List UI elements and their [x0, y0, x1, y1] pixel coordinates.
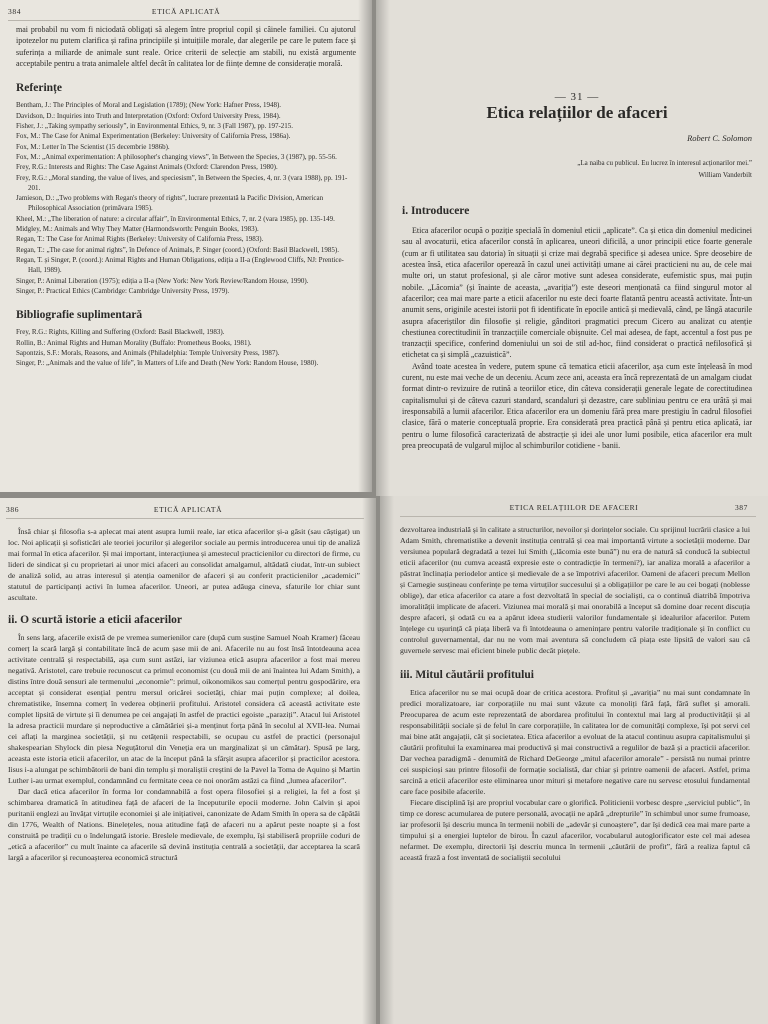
body-paragraph: Fiecare disciplină își are propriul vocabular care o glorifică. Politicienii vorbesc despre „serviciul public”, în timp ce doresc acumularea de putere personală, avocații ne apără „drepturile” în schimbul unor sume frumoase, iar profesorii își descriu munca în termenii nobili de „adevăr și cunoaștere”, dar își dedică cea mai mare parte a timpului și a energiei luptelor de birou. În cazul afacerilor, vocabularul autoglorificator este cel mai adesea nefarmet. De exemplu, directorii își descriu munca în termenii „căutării de profit”, fără a realiza faptul că această frază a fost inventată de socialiștii secolului	[400, 798, 750, 862]
section-heading: i. Introducere	[402, 204, 470, 217]
reference-item: Davidson, D.: Inquiries into Truth and Interpretation (Oxford: Oxford University Press, 1984).	[16, 111, 281, 120]
page-body	[16, 24, 356, 369]
body-paragraph: Etica afacerilor nu se mai ocupă doar de critica acestora. Profitul și „avariția” nu mai sunt condamnate în predici moralizatoare, iar corporațiile nu mai sunt văzute ca monoliți fără față, fără suflet și amorali. Preocuparea de acum este reprezentată de abordarea profitului în contextul mai larg al productivității și al responsabilității sociale și de felul în care corporațiile, în calitatea lor de comunități complexe, își pot servi cel mai bine atât angajații, cât și societatea. Etica afacerilor a evoluat de la atacul continuu asupra capitalismului și căutării profitului la examinarea mai productivă și mai constructivă a regulilor de bază și a practicii afacerilor. Dar vechea paradigmă - denumită de Richard DeGeorge „mitul afacerilor amorale” - persistă nu numai printre cei suspicioși sau printre filosofii de formație socialistă, dar chiar și printre oamenii de afaceri. Astfel, prima sarcină a eticii afacerilor este eliminarea unor mituri și metafore negative care nu servesc etosului fundamental care face posibile afacerile.	[400, 688, 750, 796]
page-gutter-shadow	[358, 0, 372, 492]
page-number: 386	[6, 505, 20, 514]
page-384	[0, 0, 372, 492]
body-paragraph: Dar dacă etica afacerilor în forma lor condamnabilă a fost opera filosofiei și a religiei, la fel a fost și schimbarea dramatică în atitudinea față de afaceri de la începuturile epocii moderne. John Calvin și apoi puritanii englezi au învățat virtuțile economiei și ale inițiativei, canonizate de Adam Smith în opera sa de căpătâi din 1776, Wealth of Nations. Binelețeles, noua atitudine față de afaceri nu a apărut peste noapte și a fost construită pe tradiții cu o îndelungată istorie. Breslele medievale, de exemplu, își stabiliseră propriile coduri de „etică a afacerilor” cu mult înainte ca afacerile să devină instituția centrală a societății, dar acceptarea la scară largă a afacerilor și recunoașterea economică structură	[8, 787, 360, 862]
reference-item: Midgley, M.: Animals and Why They Matter (Harmondsworth: Penguin Books, 1983).	[16, 225, 259, 234]
bibliography-heading: Bibliografie suplimentară	[16, 309, 143, 322]
body-paragraph: Însă chiar și filosofia s-a aplecat mai atent asupra lumii reale, iar etica afacerilor și-a găsit (sau câștigat) un loc. Noi aplicații și sofisticări ale teoriei jocurilor și alegerilor sociale au permis introducerea unui tip de analiză mai formal în etica afacerilor. Și mai important, interacțiunea și amestecul practicienilor cu directori de firme, cu lideri de sindicat și cu proprietari ai unor mici afaceri au consolidat amalgamul, altădată ciudat, într-un subiect de analiză solid, au atras interesul și atenția oamenilor de afaceri și au conferit practicienilor „academici” statutul de participanți activi în lumea afacerilor. Uneori, ar putea adăuga cineva, sfaturile lor chiar sunt ascultate.	[8, 527, 360, 602]
page-body	[8, 526, 360, 863]
body-paragraph: În sens larg, afacerile există de pe vremea sumerienilor care (după cum susține Samuel Noah Kramer) făceau comerț la scară largă și contabilitate încă de acum șase mii de ani. Afacerile nu au fost însă întotdeauna acea activitate centrală și respectabilă, așa cum sunt astăzi, iar viziunea etică asupra afacerilor a fost mai mereu negativă. Aristotel, care trebuie recunoscut ca primul economist (cu două mii de ani înaintea lui Adam Smith), a distins între două sensuri ale termenului „economie”: primul, oikonomikos sau comerțul pentru gospodărire, era acceptat și considerat esențial pentru mersul oricărei societăți, chiar mai puțin complexe; al doilea, chrematistike, însemna comerț în vederea obținerii profitului. Aristotel considera că această activitate este complet lipsită de virtute și îi denumea pe cei angajați în astfel de practici egoiste „paraziți”. Atacul lui Aristotel la adresa practicii murdare și neproductive a cămătăriei și-a menținut forța până în secolul al XVII-lea. Numai cei aflați la marginea societății, și nu cetățenii respectabili, se ocupau cu astfel de practici (personajul shakespearian Shylock din piesa Neguțătorul din Veneția era un marginalizat și un cămătar). Spusă pe larg, aceasta este istoria eticii afacerilor, un atac de la început până la sfârșit asupra afacerilor și practicilor acestora. Iisus i-a alungat pe schimbătorii de bani din templu și moraliștii creștini de la Pavel la Toma de Aquino și Martin Luther i-au urmat exemplul, condamnând cu fermitate ceea ce noi onorăm astăzi ca fiind „lumea afacerilor”.	[8, 633, 360, 785]
running-head-title: ETICĂ APLICATĂ	[151, 7, 221, 16]
reference-item: Frey, R.G.: „Moral standing, the value of lives, and speciesism”, în Between the Species, 4, nr. 3 (vara 1988), pp. 191-201.	[16, 173, 348, 192]
page-gutter-shadow	[376, 0, 390, 496]
bibliography-item: Sapontzis, S.F.: Morals, Reasons, and Animals (Philadelphia: Temple University Press, 1987).	[16, 349, 280, 358]
section-heading: iii. Mitul căutării profitului	[400, 669, 534, 681]
header-rule	[400, 516, 756, 517]
chapter-number: — 31 —	[554, 91, 600, 103]
page-number: 384	[8, 7, 22, 16]
page-gutter-shadow	[380, 496, 394, 1024]
running-head-title: ETICA RELAȚIILOR DE AFACERI	[509, 503, 639, 512]
running-head-title: ETICĂ APLICATĂ	[153, 505, 223, 514]
reference-item: Fox, M.: Letter în The Scientist (15 decembrie 1986b).	[16, 142, 170, 151]
running-head	[380, 503, 768, 515]
epigraph	[402, 158, 752, 180]
reference-item: Fox, M.: The Case for Animal Experimentation (Berkeley: University of California Press, 1986a).	[16, 132, 291, 141]
page-385	[376, 0, 768, 496]
bibliography-item: Rollin, B.: Animal Rights and Human Morality (Buffalo: Prometheus Books, 1981).	[16, 338, 252, 347]
running-head	[0, 505, 376, 517]
references-heading: Referințe	[16, 82, 62, 95]
references-list	[16, 100, 356, 296]
reference-item: Regan, T. și Singer, P. (coord.): Animal Rights and Human Obligations, ediția a II-a (Englewood Cliffs, NJ: Prentice-Hall, 1989).	[16, 255, 344, 275]
reference-item: Fisher, J.: „Taking sympathy seriously”, in Environmental Ethics, 9, nr. 3 (Fall 1987), pp. 197-215.	[16, 122, 294, 131]
reference-item: Frey, R.G.: Interests and Rights: The Case Against Animals (Oxford: Clarendon Press, 1980).	[16, 163, 278, 172]
reference-item: Singer, P.: Practical Ethics (Cambridge: Cambridge University Press, 1979).	[16, 286, 230, 295]
bibliography-list	[16, 327, 356, 368]
reference-item: Jamieson, D.: „Two problems with Regan's theory of rights”, lucrare prezentată la Pacific Division, American Philosophical Association (primăvara 1985).	[16, 194, 324, 213]
reference-item: Regan, T.: „The case for animal rights”, în Defence of Animals, P. Singer (coord.) (Oxford: Basil Blackwell, 1985).	[16, 245, 340, 254]
body-paragraph: Etica afacerilor ocupă o poziție specială în domeniul eticii „aplicate”. Ca și etica din domeniul medicinei sau al avocaturii, etica afacerilor constă în aplicarea, uneori dificilă, a unor principii etice foarte generale (cum ar fi utilitatea sau datoria) în situații și crize mai degrabă specifice și adesea unice. Spre deosebire de acestea însă, etica afacerilor operează în cazul unei activități umane ai cărei practicieni nu au, de cele mai multe ori, un statut profesional, și ale căror motive sunt adesea considerate, eufemistic spus, mai puțin nobile. „Lăcomia” (și înainte de aceasta, „avariția”) este deseori menționată ca fiind singurul motor al afacerilor; cea mai mare parte a eticii afacerilor nu este deci foarte flatantă pentru această activitate. Într-un anumit sens, originile acestei istorii pot fi identificate în epocile antică și medievală, când, pe lângă atacurile asupra afaceriștilor din filosofie și religie, gânditori pragmatici precum Cicero au analizat cu atenție chestiunea corectitudinii în tranzacțiile comerciale obișnuite. Cel mai adesea, de fapt, accentul a fost pus pe tranzacții specifice, conferind domeniului un soi de stil ad-hoc, fiind considerat o practică nefilosofică și etichetat ca și simplă „cazuistică”.	[402, 226, 752, 360]
epigraph-source: William Vanderbilt	[698, 170, 752, 179]
page-body	[402, 92, 752, 451]
chapter-title: Etica relațiilor de afaceri	[486, 103, 668, 123]
intro-paragraph: mai probabil nu vom fi niciodată obligați să alegem între propriul copil și câinele familiei. Cu ajutorul ipotezelor nu putem clarifica și rafina principiile și intuițiile morale, dar alegerile pe care le putem face și suferința a miliarde de animale sunt reale. Orice criterii de selecție am stabili, nu există argumente acceptabile pentru a trata animalele altfel decât în calitatea lor de ființe demne de considerație morală.	[16, 25, 356, 68]
running-head	[0, 7, 372, 19]
section-heading: ii. O scurtă istorie a eticii afacerilor	[8, 614, 183, 626]
page-386	[0, 498, 376, 1024]
reference-item: Singer, P.: Animal Liberation (1975); ediția a II-a (New York: New York Review/Random House, 1990).	[16, 276, 309, 285]
bibliography-item: Singer, P.: „Animals and the value of life”, în Matters of Life and Death (New York: Random House, 1980).	[16, 359, 319, 368]
bibliography-item: Frey, R.G.: Rights, Killing and Suffering (Oxford: Basil Blackwell, 1983).	[16, 328, 225, 337]
header-rule	[8, 20, 360, 21]
page-gutter-shadow	[362, 498, 376, 1024]
body-paragraph: dezvoltarea industrială și în calitate a structurilor, nevoilor și dorințelor sociale. Cu sprijinul lucrării clasice a lui Adam Smith, chrematistike a devenit instituția centrală și cea mai importantă virtute a societății moderne. Dar versiunea populară degradată a tezei lui Smith („lăcomia este bună”) nu era de natură să conducă la subiectul eticii afacerilor (nu cumva această expresie este o contradicție în termeni?), iar analiza morală a afacerilor a păstrat înclinația periodelor antice și medievale de a se împotrivi afacerilor. Oameni de afaceri precum Mellon și Carnegie susțineau conferințe pe tema virtuților succesului și a obligațiilor pe care le au cei bogați (noblesse oblige), dar etica afacerilor ca atare a fost dezvoltată în special de socialiști, ca o continuă diatribă împotriva imoralității implicate de afaceri. Viziunea mai morală și mai onorabilă a început să domine doar recent discuția despre afaceri, și odată cu ea a apărut ideea studierii valorilor fundamentale și idealurilor afacerilor. Putem înțelege cu ușurință că piața liberă va fi întotdeauna o amenințare pentru valorile tradiționale și în conflict cu controlul guvernamental, dar nu ne vom mai aventura să concludem că piața este lipsită de valori sau că guvernele servesc mai eficient binele public decât piețele.	[400, 525, 750, 655]
reference-item: Regan, T.: The Case for Animal Rights (Berkeley: University of California Press, 1983).	[16, 235, 264, 244]
reference-item: Fox, M.: „Animal experimentation: A philosopher's changing views”, în Between the Species, 3 (1987), pp. 55-56.	[16, 152, 337, 161]
page-number: 387	[734, 503, 748, 512]
chapter-author: Robert C. Solomon	[687, 132, 752, 143]
epigraph-quote: „La naiba cu publicul. Eu lucrez în interesul acționarilor mei.”	[577, 158, 752, 167]
body-paragraph: Având toate acestea în vedere, putem spune că tematica eticii afacerilor, așa cum este înțeleasă în mod curent, nu este mai veche de un deceniu. Acum zece ani, aceasta era încă reprezentată de un amalgam ciudat format dintr-o revizuire de rutină a teoriilor etice, din câteva considerații generale legate de corectitudinea capitalismului și de câteva cazuri standard, scandaluri și dezastre, care subliniau pentru ce era urâtă și mai iresponsabilă a lumii afacerilor. Etica afacerilor era un domeniu fără prea mare prestigiu în cadrul filosofiei clasice, fără o materie conceptuală proprie. Era considerată prea practică până și pentru etica aplicată, iar pentru o lume filosofică caracterizată de abstracție și idei ale unor lumi posibile, etica afacerilor era mult prea preocupată de vulgarul mijloc al schimburilor cotidiene - banii.	[402, 361, 752, 450]
header-rule	[6, 518, 364, 519]
page-387	[380, 496, 768, 1024]
page-body	[400, 524, 750, 863]
reference-item: Bentham, J.: The Principles of Moral and Legislation (1789); (New York: Hafner Press, 1948).	[16, 101, 282, 110]
reference-item: Kheel, M.: „The liberation of nature: a circular affair”, în Environmental Ethics, 7, nr. 2 (vara 1985), pp. 135-149.	[16, 214, 335, 223]
